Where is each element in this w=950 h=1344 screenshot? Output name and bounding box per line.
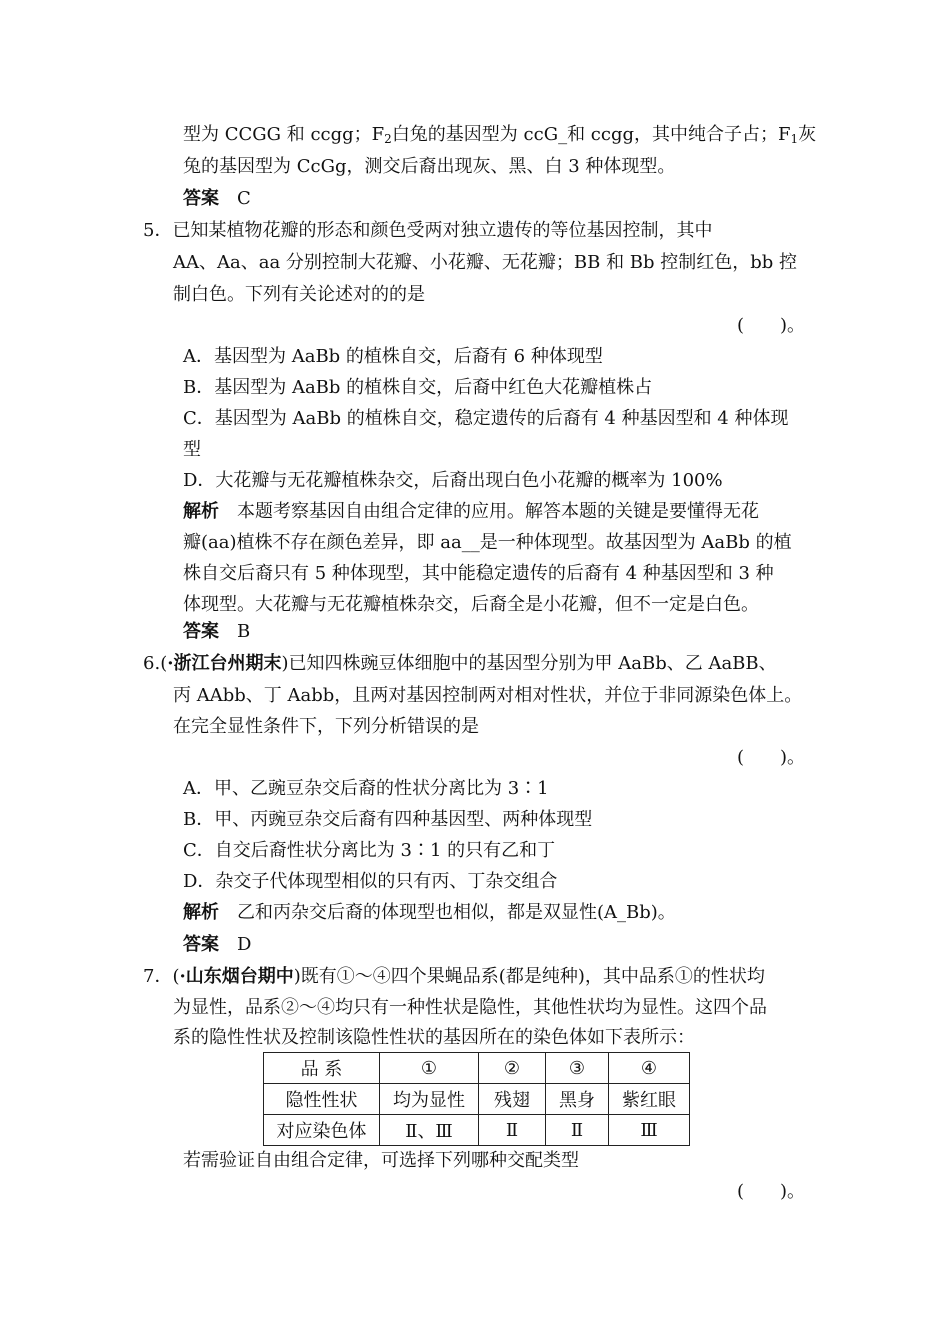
answer-blank: ( )。 [737,747,806,768]
table-row [264,1115,690,1146]
option-d: D．杂交子代体现型相似的只有丙、丁杂交组合 [183,871,558,892]
option-a: A．基因型为 AaBb 的植株自交，后裔有 6 种体现型 [183,346,603,367]
answer-line [183,934,251,956]
answer-label: 答案 [183,188,219,209]
analysis-line-3: 株自交后裔只有 5 种体现型，其中能稳定遗传的后裔有 4 种基因型和 3 种 [183,563,774,584]
question-6-stem-line-2: 丙 AAbb、丁 Aabb，且两对基因控制两对相对性状，并位于非同源染色体上。 [173,685,803,706]
table-cell: ② [479,1053,546,1084]
table-cell: Ⅱ、Ⅲ [380,1115,479,1146]
table-cell: Ⅱ [546,1115,609,1146]
answer-value: D [237,934,252,955]
analysis-line-1: 解析 乙和丙杂交后裔的体现型也相似，都是双显性(A_Bb)。 [183,902,676,923]
table-cell: ④ [609,1053,690,1084]
question-source: ·浙江台州期末 [167,653,282,674]
question-source: ·山东烟台期中 [179,966,294,987]
answer-value: C [237,188,251,209]
option-c: C．自交后裔性状分离比为 3∶1 的只有乙和丁 [183,840,556,861]
analysis-label: 解析 [183,902,219,923]
question-number: 7． [143,966,173,987]
answer-blank: ( )。 [737,1181,806,1202]
option-b: B．基因型为 AaBb 的植株自交，后裔中红色大花瓣植株占 [183,377,653,398]
table-cell: 残翅 [479,1084,546,1115]
question-number: 5． [143,220,173,241]
question-7-stem-line-3: 系的隐性性状及控制该隐性性状的基因所在的染色体如下表所示： [173,1027,695,1048]
question-7-stem-line-1: 7．(·山东烟台期中)既有①～④四个果蝇品系(都是纯种)，其中品系①的性状均 [143,966,765,987]
question-5-stem-line-2: AA、Aa、aa 分别控制大花瓣、小花瓣、无花瓣；BB 和 Bb 控制红色，bb 控 [173,252,798,273]
answer-blank: ( )。 [737,315,806,336]
table-cell: Ⅲ [609,1115,690,1146]
question-7-stem-line-4: 若需验证自由组合定律，可选择下列哪种交配类型 [183,1150,579,1171]
table-cell: 对应染色体 [264,1115,380,1146]
table-cell: 品 系 [264,1053,380,1084]
table-row [264,1053,690,1084]
table-cell: ③ [546,1053,609,1084]
question-5-stem-line-1: 5．已知某植物花瓣的形态和颜色受两对独立遗传的等位基因控制，其中 [143,220,713,241]
question-7-stem-line-2: 为显性，品系②～④均只有一种性状是隐性，其他性状均为显性。这四个品 [173,997,767,1018]
question-6-stem-line-1: 6.(·浙江台州期末)已知四株豌豆体细胞中的基因型分别为甲 AaBb、乙 AaBB、 [143,653,777,674]
table-cell: 隐性性状 [264,1084,380,1115]
analysis-continuation-line-2: 兔的基因型为 CcGg，测交后裔出现灰、黑、白 3 种体现型。 [183,156,676,177]
question-6-stem-line-3: 在完全显性条件下，下列分析错误的是 [173,716,479,737]
analysis-label: 解析 [183,501,219,522]
answer-value: B [237,621,251,642]
question-5-stem-line-3: 制白色。下列有关论述对的的是 [173,284,425,305]
table-cell: 黑身 [546,1084,609,1115]
answer-line [183,188,251,210]
analysis-continuation-line-1: 型为 CCGG 和 ccgg；$F_2$白兔的基因型为 ccG_和 ccgg，其中纯合子占；$F_1$灰 [183,124,817,146]
analysis-line-4: 体现型。大花瓣与无花瓣植株杂交，后裔全是小花瓣，但不一定是白色。 [183,594,759,615]
option-c-line-1: C．基因型为 AaBb 的植株自交，稳定遗传的后裔有 4 种基因型和 4 种体现 [183,408,789,429]
table-cell: ① [380,1053,479,1084]
analysis-line-1: 解析 本题考察基因自由组合定律的应用。解答本题的关键是要懂得无花 [183,501,759,522]
option-a: A．甲、乙豌豆杂交后裔的性状分离比为 3∶1 [183,778,549,799]
option-d: D．大花瓣与无花瓣植株杂交，后裔出现白色小花瓣的概率为 100% [183,470,723,491]
table-cell: 紫红眼 [609,1084,690,1115]
answer-line [183,621,250,643]
answer-label: 答案 [183,621,219,642]
strain-table [263,1052,690,1146]
answer-label: 答案 [183,934,219,955]
table-row [264,1084,690,1115]
question-number: 6. [143,653,161,674]
option-b: B．甲、丙豌豆杂交后裔有四种基因型、两种体现型 [183,809,593,830]
option-c-line-2: 型 [183,439,201,460]
table-cell: Ⅱ [479,1115,546,1146]
table-cell: 均为显性 [380,1084,479,1115]
analysis-line-2: 瓣(aa)植株不存在颜色差异，即 aa__是一种体现型。故基因型为 AaBb 的植 [183,532,792,553]
